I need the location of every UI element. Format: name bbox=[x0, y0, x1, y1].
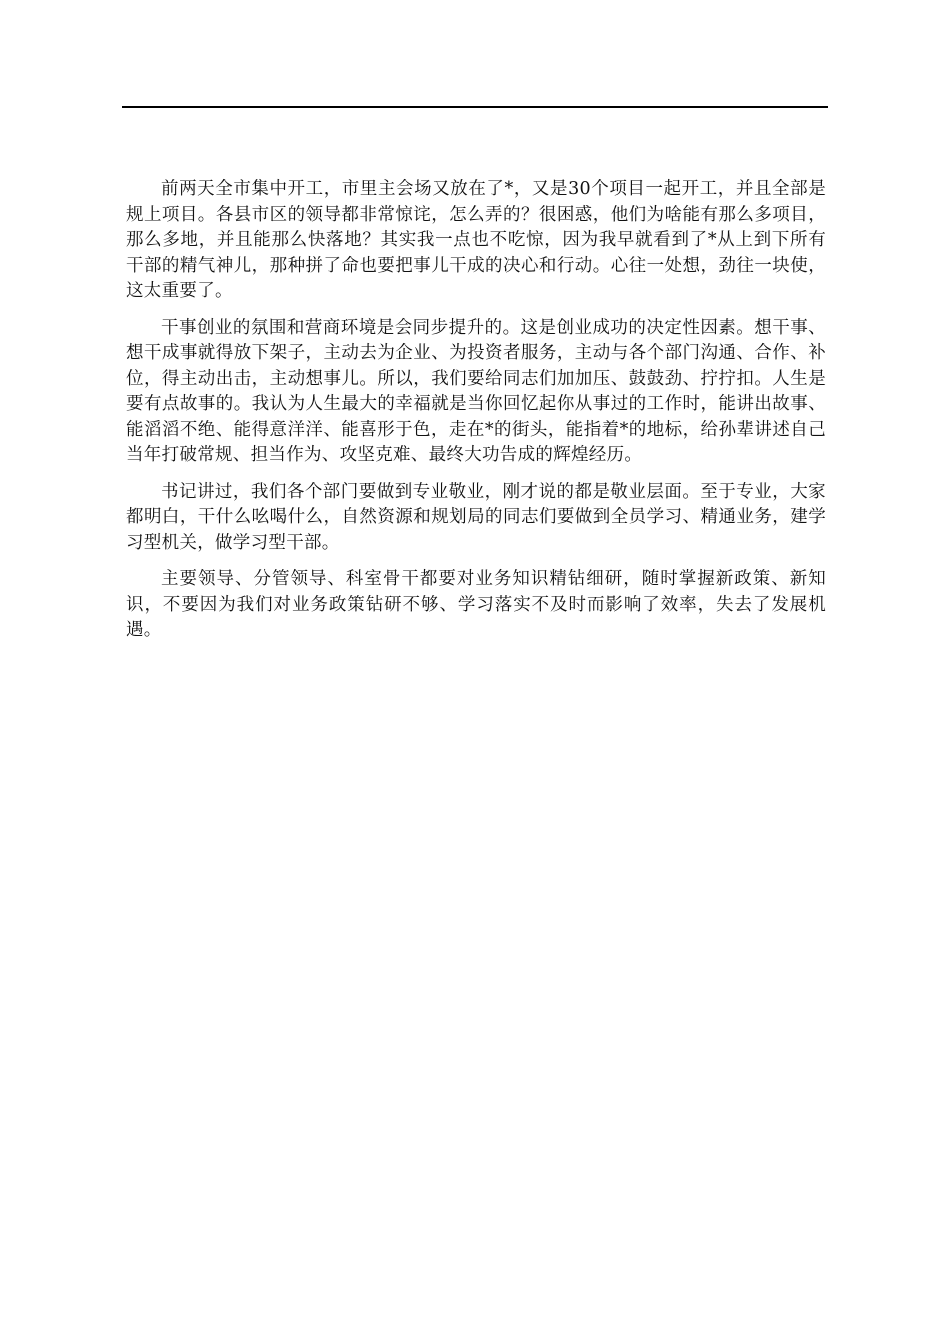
paragraph-3: 书记讲过，我们各个部门要做到专业敬业，刚才说的都是敬业层面。至于专业，大家都明白，干什么吆喝什么，自然资源和规划局的同志们要做到全员学习、精通业务，建学习型机关，做学习型干部。 bbox=[126, 481, 826, 553]
paragraph-4: 主要领导、分管领导、科室骨干都要对业务知识精钻细研，随时掌握新政策、新知识，不要因为我们对业务政策钻研不够、学习落实不及时而影响了效率，失去了发展机遇。 bbox=[126, 569, 826, 640]
paragraph-1: 前两天全市集中开工，市里主会场又放在了*，又是30个项目一起开工，并且全部是规上项目。各县市区的领导都非常惊诧，怎么弄的？很困惑，他们为啥能有那么多项目，那么多地，并且能那么快落地？其实我一点也不吃惊，因为我早就看到了*从上到下所有干部的精气神儿，那种拼了命也要把事儿干成的决心和行动。心往一处想，劲往一块使，这太重要了。 bbox=[126, 179, 826, 301]
document-body bbox=[126, 177, 826, 655]
header-rule bbox=[122, 106, 828, 108]
paragraph-2: 干事创业的氛围和营商环境是会同步提升的。这是创业成功的决定性因素。想干事、想干成事就得放下架子，主动去为企业、为投资者服务，主动与各个部门沟通、合作、补位，得主动出击，主动想事儿。所以，我们要给同志们加加压、鼓鼓劲、拧拧扣。人生是要有点故事的。我认为人生最大的幸福就是当你回忆起你从事过的工作时，能讲出故事、能滔滔不绝、能得意洋洋、能喜形于色，走在*的街头，能指着*的地标，给孙辈讲述自己当年打破常规、担当作为、攻坚克难、最终大功告成的辉煌经历。 bbox=[126, 317, 826, 465]
